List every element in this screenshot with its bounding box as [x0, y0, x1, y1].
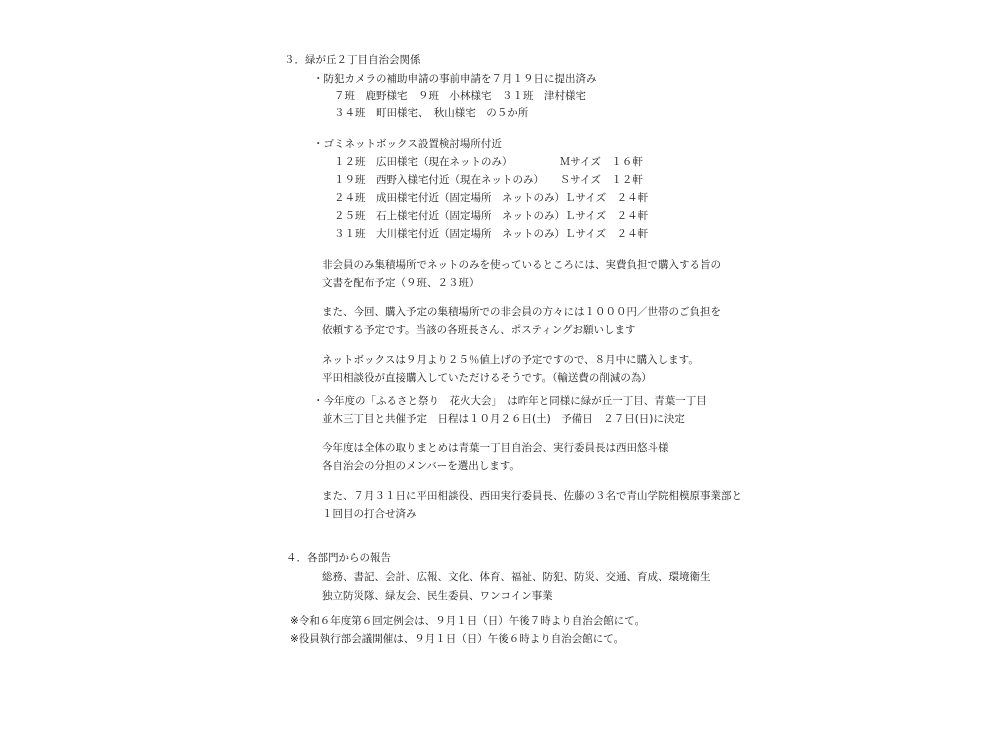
gomi-row: １２班 広田様宅（現在ネットのみ） Ｍサイズ １６軒: [334, 156, 643, 168]
gomi-row: ２４班 成田様宅付近（固定場所 ネットのみ）Ｌサイズ ２４軒: [334, 192, 649, 204]
note-regular-meeting: ※令和６年度第６回定例会は、９月１日（日）午後７時より自治会館にて。: [290, 615, 646, 627]
gomi-para3-line2: 平田相談役が直接購入していただけるそうです。（輸送費の削減の為）: [322, 372, 652, 384]
gomi-para1-line2: 文書を配布予定（９班、２３班）: [322, 277, 480, 289]
festival-para2-line1: また、７月３１日に平田相談役、西田実行委員長、佐藤の３名で青山学院相模原事業部と: [322, 490, 742, 502]
gomi-row: ２５班 石上様宅付近（固定場所 ネットのみ）Ｌサイズ ２４軒: [334, 210, 649, 222]
camera-line-2: ３４班 町田様宅、 秋山様宅 の５か所: [334, 107, 529, 119]
departments-line2: 独立防災隊、緑友会、民生委員、ワンコイン事業: [322, 590, 553, 602]
section4-heading: ４．各部門からの報告: [286, 552, 391, 564]
departments-line1: 総務、書記、会計、広報、文化、体育、福祉、防犯、防災、交通、育成、環境衛生: [322, 571, 711, 583]
gomi-para3-line1: ネットボックスは９月より２５％値上げの予定ですので、８月中に購入します。: [322, 354, 699, 366]
festival-para1-line2: 各自治会の分担のメンバーを選出します。: [322, 460, 520, 472]
festival-bullet-line2: 並木三丁目と共催予定 日程は１０月２６日(土) 予備日 ２７日(日)に決定: [322, 413, 685, 425]
note-executive-meeting: ※役員執行部会議開催は、９月１日（日）午後６時より自治会館にて。: [290, 633, 625, 645]
gomi-bullet: ・ゴミネットボックス設置検討場所付近: [313, 138, 502, 150]
gomi-para2-line1: また、今回、購入予定の集積場所での非会員の方々には１０００円／世帯のご負担を: [322, 306, 721, 318]
festival-para1-line1: 今年度は全体の取りまとめは青葉一丁目自治会、実行委員長は西田悠斗様: [322, 442, 669, 454]
camera-bullet: ・防犯カメラの補助申請の事前申請を７月１９日に提出済み: [313, 73, 597, 85]
festival-para2-line2: １回目の打合せ済み: [322, 508, 417, 520]
gomi-row: ３１班 大川様宅付近（固定場所 ネットのみ）Ｌサイズ ２４軒: [334, 228, 649, 240]
section3-heading: ３．緑が丘２丁目自治会関係: [284, 54, 421, 66]
gomi-row: １９班 西野入様宅付近（現在ネットのみ） Ｓサイズ １２軒: [334, 174, 643, 186]
gomi-para2-line2: 依頼する予定です。当該の各班長さん、ポスティングお願いします: [322, 324, 636, 336]
festival-bullet-line1: ・今年度の「ふるさと祭り 花火大会」 は昨年と同様に緑が丘一丁目、青葉一丁目: [313, 395, 707, 407]
camera-line-1: ７班 鹿野様宅 ９班 小林様宅 ３１班 津村様宅: [334, 90, 586, 102]
gomi-para1-line1: 非会員のみ集積場所でネットのみを使っているところには、実費負担で購入する旨の: [322, 259, 721, 271]
